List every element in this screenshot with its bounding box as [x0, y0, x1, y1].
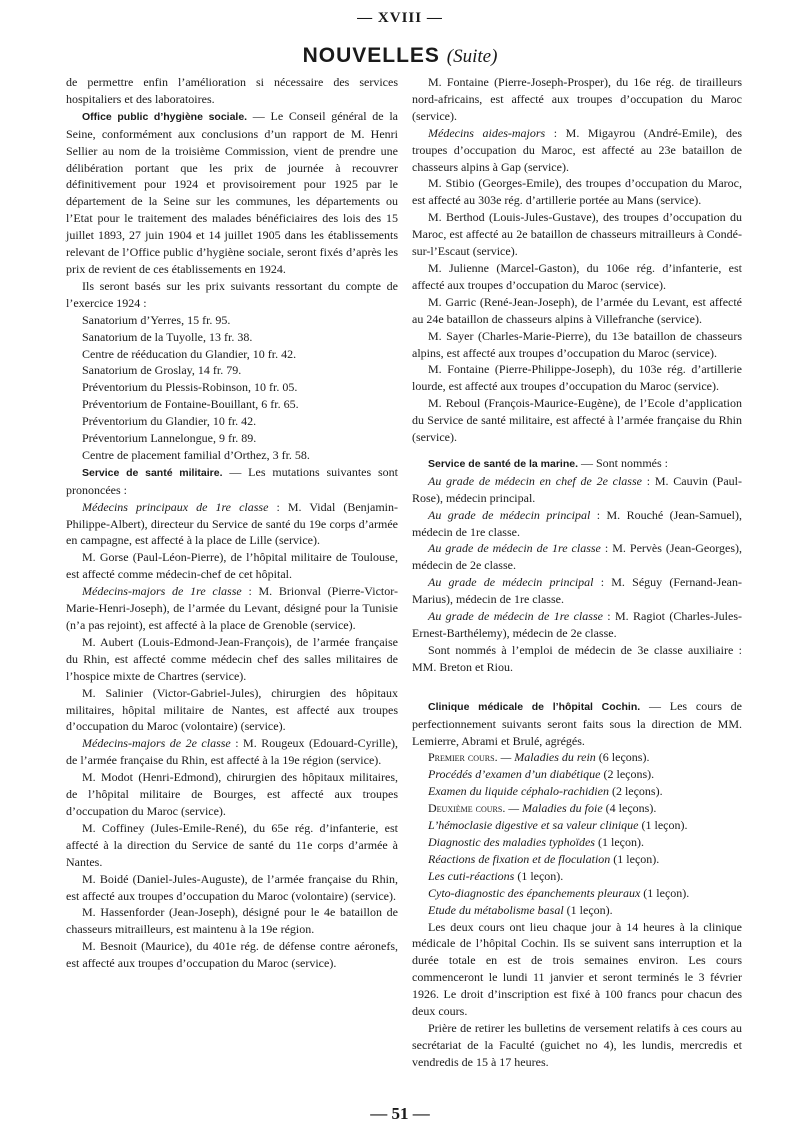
- right-column: [412, 74, 742, 1071]
- paragraph: Sont nommés à l’emploi de médecin de 3e classe auxiliaire : MM. Breton et Riou.: [412, 642, 742, 674]
- paragraph: M. Julienne (Marcel-Gaston), du 106e rég. d’infanterie, est affecté aux troupes d’occupation du Maroc (service).: [412, 260, 742, 292]
- course-title: Réactions de fixation et de floculation: [428, 851, 611, 866]
- paragraph: M. Garric (René-Jean-Joseph), de l’armée du Levant, est affecté au 24e bataillon de chasseurs alpins à Villefranche (service).: [412, 294, 742, 326]
- paragraph: Ils seront basés sur les prix suivants ressortant du compte de l’exercice 1924 :: [66, 278, 398, 310]
- paragraph-text: : M. Rouché (Jean-Samuel), médecin de 1re classe.: [412, 507, 742, 539]
- paragraph-text: : M. Rougeux (Edouard-Cyrille), de l’armée française du Rhin, est affecté à la 19e région (service).: [66, 736, 398, 768]
- grade-label: Au grade de médecin principal: [428, 575, 594, 590]
- paragraph: [412, 507, 742, 541]
- tariff-item: Préventorium du Glandier, 10 fr. 42.: [82, 414, 257, 429]
- paragraph: M. Salinier (Victor-Gabriel-Jules), chirurgien des hôpitaux militaires, hôpital militaire de Nantes, est affecté aux troupes d’occupation du Maroc (volontaire) (service).: [66, 685, 398, 734]
- course-count: (1 leçon).: [594, 834, 644, 849]
- paragraph: [412, 125, 742, 176]
- section-heading: Clinique médicale de l’hôpital Cochin.: [428, 700, 641, 713]
- paragraph-text: : M. Séguy (Fernand-Jean-Marius), médecin de 1re classe.: [412, 575, 742, 607]
- course-heading: Premier cours.: [428, 750, 498, 765]
- paragraph-text: — Les mutations suivantes sont prononcées :: [66, 464, 399, 497]
- course-title: Etude du métabolisme basal: [428, 902, 564, 917]
- paragraph-text: — Sont nommés :: [578, 455, 669, 470]
- paragraph-text: : M. Cauvin (Paul-Rose), médecin principal.: [412, 473, 743, 505]
- paragraph: M. Aubert (Louis-Edmond-Jean-François), de l’armée française du Rhin, est affecté comme médecin chef des salles militaires de l’hospice mixte de Chartres (service).: [66, 634, 398, 683]
- grade-label: Au grade de médecin en chef de 2e classe: [428, 473, 642, 488]
- tariff-item: Préventorium du Plessis-Robinson, 10 fr. 05.: [82, 380, 298, 395]
- grade-label: Au grade de médecin de 1re classe: [428, 541, 601, 556]
- course-title: — Maladies du rein: [497, 750, 596, 765]
- paragraph: [66, 499, 398, 550]
- course-count: (2 leçons).: [608, 784, 663, 799]
- rank-label: Médecins-majors de 1re classe: [82, 584, 242, 599]
- paragraph: M. Gorse (Paul-Léon-Pierre), de l’hôpital militaire de Toulouse, est affecté comme médecin-chef de cet hôpital.: [66, 550, 398, 582]
- tariff-item: Sanatorium de la Tuyolle, 13 fr. 38.: [82, 329, 253, 344]
- paragraph: de permettre enfin l’amélioration si nécessaire des services hospitaliers et des laboratoires.: [66, 75, 398, 106]
- course-count: (1 leçon).: [640, 885, 690, 900]
- paragraph: Les deux cours ont lieu chaque jour à 14 heures à la clinique médicale de l’hôpital Cochin. Ils se suivent sans interruption et la durée totale en est de trois semaines environ. Les cours commenceront le lundi 11 janvier et seront terminés le 3 février 1926. Le droit d’inscription est fixé à 100 francs pour chacun des deux cours.: [412, 919, 742, 1019]
- tariff-item: Sanatorium de Groslay, 14 fr. 79.: [82, 363, 242, 378]
- paragraph-text: : M. Pervès (Jean-Georges), médecin de 2e classe.: [412, 541, 742, 573]
- title-suite: (Suite): [446, 46, 498, 67]
- paragraph: [66, 735, 398, 769]
- paragraph-office-hygiene: [66, 108, 398, 278]
- paragraph: Prière de retirer les bulletins de versement relatifs à ces cours au secrétariat de la Faculté (guichet no 4), les lundis, mercredis et vendredis de 15 à 17 heures.: [412, 1020, 742, 1069]
- paragraph-text: : M. Vidal (Benjamin-Philippe-Albert), directeur du Service de santé du 19e corps d’armée en campagne, est affecté à la place de Lille (service).: [66, 499, 398, 548]
- paragraph: M. Fontaine (Pierre-Joseph-Prosper), du 16e rég. de tirailleurs nord-africains, est affecté aux troupes d’occupation du Maroc (service).: [412, 75, 742, 123]
- course-item: [412, 783, 742, 800]
- paragraph-text: — Le Conseil général de la Seine, conformément aux conclusions d’un rapport de M. Henri Sellier au nom de la troisième Commission, vient de prendre une délibération portant que les prix de journée à recouvrer définitivement pour 1924 et provisoirement pour 1925 par le département de la Seine sur les communes, les départements ou l’Etat pour le traitement des malades bénéficiaires des lois des 15 juillet 1893, 27 juin 1904 et 14 juillet 1905 dans les établissements relevant de l’Office public d’hygiène sociale, seront fixés d’après les prix de revient de ces établissements en 1924.: [66, 108, 398, 276]
- course-item: [412, 766, 742, 783]
- paragraph: M. Besnoit (Maurice), du 401e rég. de défense contre aéronefs, est affecté aux troupes d’occupation du Maroc (service).: [66, 939, 398, 971]
- page-number: — 51 —: [370, 1104, 430, 1123]
- rank-label: Médecins-majors de 2e classe: [82, 736, 231, 751]
- tariff-item: Préventorium de Fontaine-Bouillant, 6 fr. 65.: [82, 397, 299, 412]
- paragraph-service-sante-militaire: [66, 464, 398, 499]
- course-item: [412, 851, 742, 868]
- course-count: (1 leçon).: [563, 902, 613, 917]
- course-item: [412, 868, 742, 885]
- tariff-item: Centre de placement familial d’Orthez, 3 fr. 58.: [82, 447, 310, 462]
- paragraph: M. Coffiney (Jules-Emile-René), du 65e rég. d’infanterie, est affecté à la direction du Service de santé du 11e corps d’armée à Nantes.: [66, 820, 398, 869]
- paragraph: [412, 574, 742, 608]
- course-title: — Maladies du foie: [505, 801, 603, 816]
- course-title: Les cuti-réactions: [428, 868, 515, 883]
- paragraph-text: : M. Ragiot (Charles-Jules-Ernest-Barthélemy), médecin de 2e classe.: [412, 609, 742, 640]
- paragraph: [412, 608, 742, 642]
- grade-label: Au grade de médecin principal: [428, 507, 591, 522]
- title-main: NOUVELLES: [302, 44, 440, 67]
- paragraph: M. Sayer (Charles-Marie-Pierre), du 13e bataillon de chasseurs alpins, est affecté aux troupes d’occupation du Maroc (service).: [412, 328, 742, 360]
- course-item: [412, 834, 742, 851]
- course-heading: Deuxième cours.: [428, 801, 506, 816]
- course-count: (1 leçon).: [514, 868, 564, 883]
- paragraph: M. Berthod (Louis-Jules-Gustave), des troupes d’occupation du Maroc, est affecté au 2e bataillon de chasseurs mitrailleurs à Condé-sur-l’Escaut (service).: [412, 210, 742, 259]
- course-count: (2 leçons).: [600, 767, 655, 782]
- section-heading: Service de santé de la marine.: [428, 457, 578, 470]
- paragraph: M. Stibio (Georges-Emile), des troupes d’occupation du Maroc, est affecté au 303e rég. d’artillerie portée au Mans (service).: [412, 176, 742, 208]
- paragraph: [412, 540, 742, 574]
- grade-label: Au grade de médecin de 1re classe: [428, 609, 603, 624]
- paragraph-text: : M. Brionval (Pierre-Victor-Marie-Henri-Joseph), de l’armée du Levant, désigné pour la Tunisie (n’a pas rejoint), est affecté à la place de Grenoble (service).: [66, 584, 398, 632]
- paragraph: M. Boidé (Daniel-Jules-Auguste), de l’armée française du Rhin, est affecté aux troupes d’occupation du Maroc (volontaire) (service).: [66, 871, 398, 903]
- course-title: Diagnostic des maladies typhoïdes: [428, 834, 595, 849]
- page-header-folio: — XVIII —: [357, 10, 443, 26]
- paragraph: M. Hassenforder (Jean-Joseph), désigné pour le 4e bataillon de chasseurs mitrailleurs, est maintenu à la 19e région.: [66, 905, 398, 937]
- course-title: L’hémoclasie digestive et sa valeur clinique: [428, 818, 639, 833]
- course-item: [412, 800, 742, 817]
- paragraph: [412, 473, 742, 507]
- course-title: Examen du liquide céphalo-rachidien: [428, 784, 609, 799]
- paragraph-service-sante-marine: [412, 455, 742, 473]
- course-item: [412, 817, 742, 834]
- course-title: Procédés d’examen d’un diabétique: [428, 767, 601, 782]
- paragraph-clinique-cochin: [412, 698, 742, 750]
- course-item: [412, 885, 742, 902]
- course-count: (1 leçon).: [610, 851, 660, 866]
- course-count: (4 leçons).: [602, 801, 657, 816]
- tariff-item: Sanatorium d’Yerres, 15 fr. 95.: [82, 312, 231, 327]
- paragraph: M. Fontaine (Pierre-Philippe-Joseph), du 103e rég. d’artillerie lourde, est affecté aux troupes d’occupation du Maroc (service).: [412, 362, 742, 394]
- rank-label: Médecins principaux de 1re classe: [82, 499, 269, 514]
- page-title: [0, 44, 800, 68]
- paragraph: M. Reboul (François-Maurice-Eugène), de l’Ecole d’application du Service de santé militaire, est affecté à l’armée française du Rhin (service).: [412, 396, 742, 445]
- tariff-item: Centre de rééducation du Glandier, 10 fr. 42.: [82, 346, 297, 361]
- paragraph: M. Modot (Henri-Edmond), chirurgien des hôpitaux militaires, de l’hôpital militaire de Bourges, est affecté aux troupes d’occupation du Maroc (service).: [66, 770, 398, 818]
- paragraph-text: — Les cours de perfectionnement suivants seront faits sous la direction de MM. Lemierre, Abrami et Brulé, agrégés.: [412, 698, 742, 748]
- section-heading: Office public d’hygiène sociale.: [82, 110, 248, 123]
- paragraph-text: : M. Migayrou (André-Emile), des troupes d’occupation du Maroc, est affecté au 23e bataillon de chasseurs alpins à Gap (service).: [412, 125, 742, 174]
- tariff-item: Préventorium Lannelongue, 9 fr. 89.: [82, 431, 257, 446]
- rank-label: Médecins aides-majors: [428, 125, 546, 140]
- course-count: (1 leçon).: [638, 818, 688, 833]
- paragraph: [66, 583, 398, 634]
- course-title: Cyto-diagnostic des épanchements pleuraux: [428, 885, 641, 900]
- course-item: [412, 749, 742, 766]
- course-count: (6 leçons).: [595, 750, 650, 765]
- section-heading: Service de santé militaire.: [82, 466, 223, 479]
- left-column: [66, 74, 398, 972]
- course-item: [412, 902, 742, 919]
